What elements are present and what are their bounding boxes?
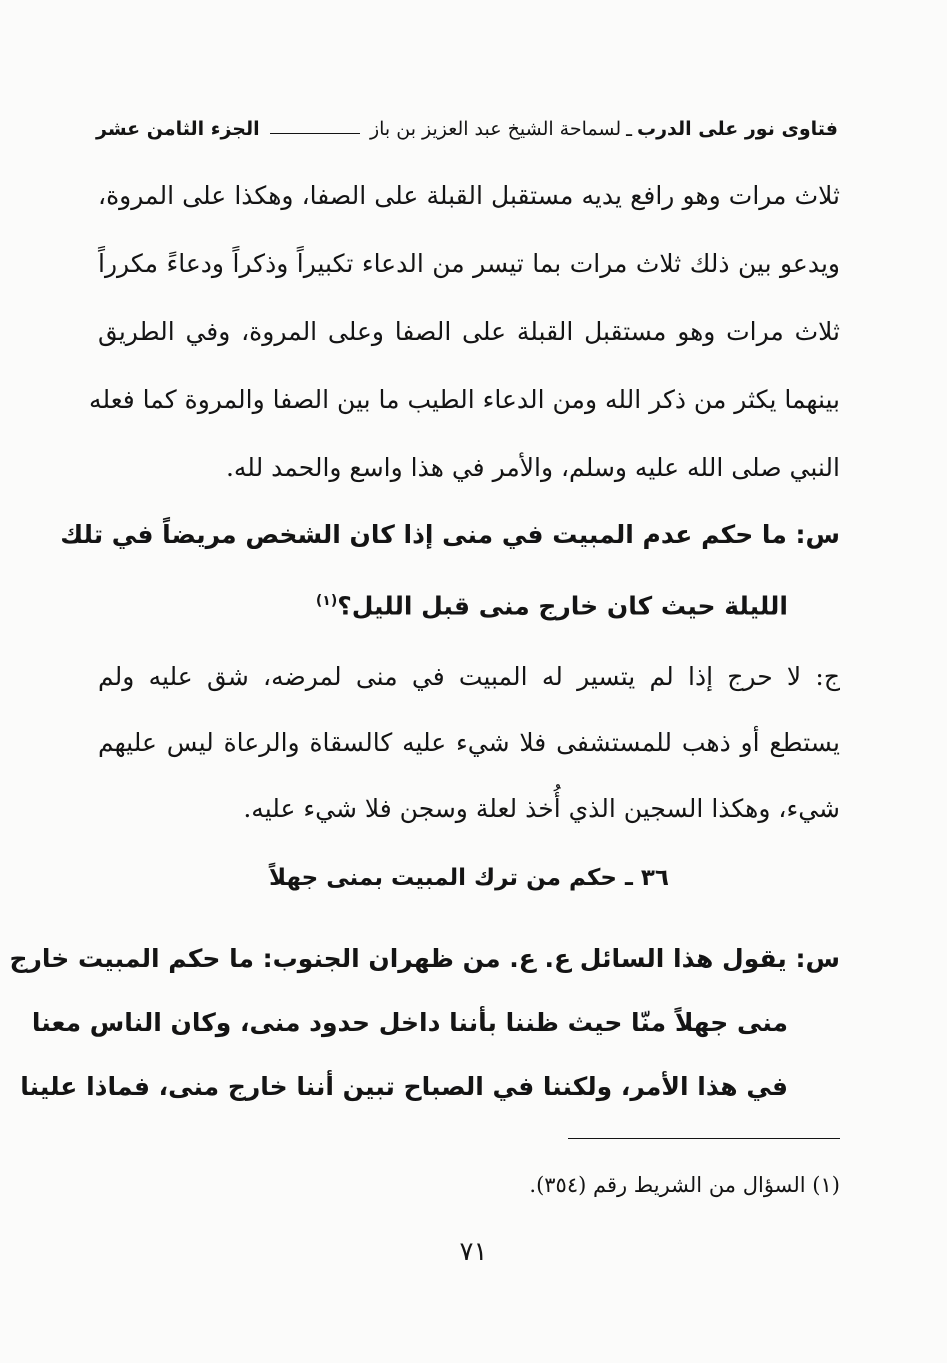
- question-text: الليلة حيث كان خارج منى قبل الليل؟: [337, 591, 788, 621]
- author-name: لسماحة الشيخ عبد العزيز بن باز: [369, 118, 622, 140]
- paragraph-continuation: [89, 162, 840, 502]
- volume-label: الجزء الثامن عشر: [96, 118, 260, 140]
- header-title-group: [370, 117, 838, 141]
- question-line: منى جهلاً منّا حيث ظننا بأننا داخل حدود منى، وكان الناس معنا: [31, 1008, 788, 1037]
- question-1: [60, 502, 840, 639]
- answer-1: [98, 644, 840, 842]
- question-line: في هذا الأمر، ولكننا في الصباح تبين أننا خارج منى، فماذا علينا: [20, 1072, 788, 1101]
- text-line: النبي صلى الله عليه وسلم، والأمر في هذا واسع والحمد لله.: [225, 453, 840, 482]
- header-rule: [270, 133, 360, 134]
- question-line-last: [98, 568, 840, 639]
- footnote: (١) السؤال من الشريط رقم (٣٥٤).: [529, 1173, 840, 1197]
- footnote-separator: [568, 1138, 840, 1139]
- question-2: [9, 927, 840, 1119]
- footnote-reference: (١): [315, 593, 338, 609]
- section-heading: ٣٦ ـ حكم من ترك المبيت بمنى جهلاً: [269, 865, 669, 891]
- book-title: فتاوى نور على الدرب: [637, 118, 838, 140]
- answer-line: شيء، وهكذا السجين الذي أُخذ لعلة وسجن فلا شيء عليه.: [243, 794, 840, 823]
- question-line: س: يقول هذا السائل ع. ع. من ظهران الجنوب: ما حكم المبيت خارج: [9, 944, 840, 973]
- text-line: ويدعو بين ذلك ثلاث مرات بما تيسر من الدعاء تكبيراً وذكراً ودعاءً مكرراً: [98, 249, 840, 278]
- answer-line: يستطع أو ذهب للمستشفى فلا شيء عليه كالسقاة والرعاة ليس عليهم: [98, 728, 840, 757]
- answer-line: ج: لا حرج إذا لم يتسير له المبيت في منى لمرضه، شق عليه ولم: [98, 662, 840, 691]
- header-separator: ـ: [626, 117, 632, 141]
- page-number: ٧١: [459, 1237, 488, 1267]
- question-line: س: ما حكم عدم المبيت في منى إذا كان الشخص مريضاً في تلك: [60, 520, 840, 549]
- running-header: [96, 112, 838, 146]
- text-line: بينهما يكثر من ذكر الله ومن الدعاء الطيب ما بين الصفا والمروة كما فعله: [89, 385, 840, 414]
- text-line: ثلاث مرات وهو مستقبل القبلة على الصفا وعلى المروة، وفي الطريق: [98, 317, 840, 346]
- text-line: ثلاث مرات وهو رافع يديه مستقبل القبلة على الصفا، وهكذا على المروة،: [98, 181, 840, 210]
